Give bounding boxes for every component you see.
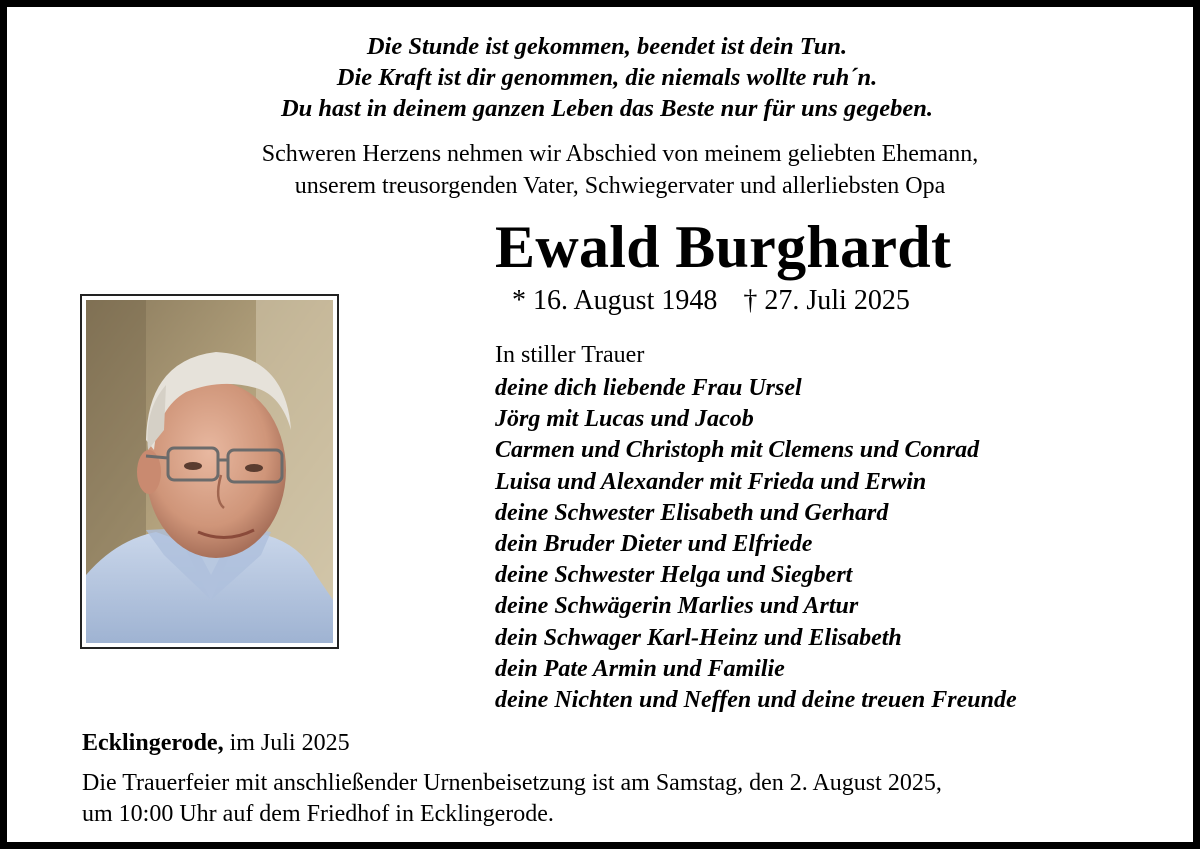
- place-town: Ecklingerode,: [82, 730, 224, 756]
- life-dates: [512, 284, 910, 318]
- poem-line: Die Stunde ist gekommen, beendet ist dein Tun.: [366, 33, 848, 60]
- memorial-poem: [7, 31, 1200, 124]
- birth-date: * 16. August 1948: [512, 285, 718, 316]
- mourners-list: [495, 373, 1017, 716]
- death-date: † 27. Juli 2025: [743, 285, 910, 316]
- poem-line: Du hast in deinem ganzen Leben das Beste nur für uns gegeben.: [280, 95, 934, 122]
- list-item: Carmen und Christoph mit Clemens und Conrad: [495, 437, 980, 464]
- list-item: deine Schwester Elisabeth und Gerhard: [495, 499, 889, 526]
- service-info: [82, 768, 942, 830]
- list-item: deine Schwester Helga und Siegbert: [495, 562, 853, 589]
- deceased-name: Ewald Burghardt: [495, 214, 952, 280]
- mourners-section: [495, 340, 1017, 716]
- service-line: Die Trauerfeier mit anschließender Urnenbeisetzung ist am Samstag, den 2. August 2025,: [82, 770, 942, 796]
- place-date: [82, 727, 350, 759]
- portrait-photo-icon: [86, 300, 333, 643]
- intro-line: Schweren Herzens nehmen wir Abschied von meinem geliebten Ehemann,: [261, 141, 979, 167]
- list-item: deine Schwägerin Marlies und Artur: [495, 593, 859, 620]
- service-line: um 10:00 Uhr auf dem Friedhof in Ecklingerode.: [82, 801, 554, 827]
- list-item: Luisa und Alexander mit Frieda und Erwin: [495, 468, 927, 495]
- portrait-photo: [80, 294, 339, 649]
- place-month: im Juli 2025: [229, 730, 350, 756]
- list-item: dein Schwager Karl-Heinz und Elisabeth: [495, 624, 902, 651]
- list-item: dein Bruder Dieter und Elfriede: [495, 531, 813, 558]
- list-item: deine Nichten und Neffen und deine treuen Freunde: [495, 687, 1017, 714]
- list-item: deine dich liebende Frau Ursel: [495, 375, 802, 401]
- poem-line: Die Kraft ist dir genommen, die niemals wollte ruh´n.: [336, 64, 878, 91]
- list-item: Jörg mit Lucas und Jacob: [495, 406, 754, 433]
- mourners-heading: In stiller Trauer: [495, 342, 645, 368]
- farewell-intro: [7, 138, 1200, 202]
- intro-line: unserem treusorgenden Vater, Schwiegervater und allerliebsten Opa: [294, 173, 946, 199]
- list-item: dein Pate Armin und Familie: [495, 655, 785, 682]
